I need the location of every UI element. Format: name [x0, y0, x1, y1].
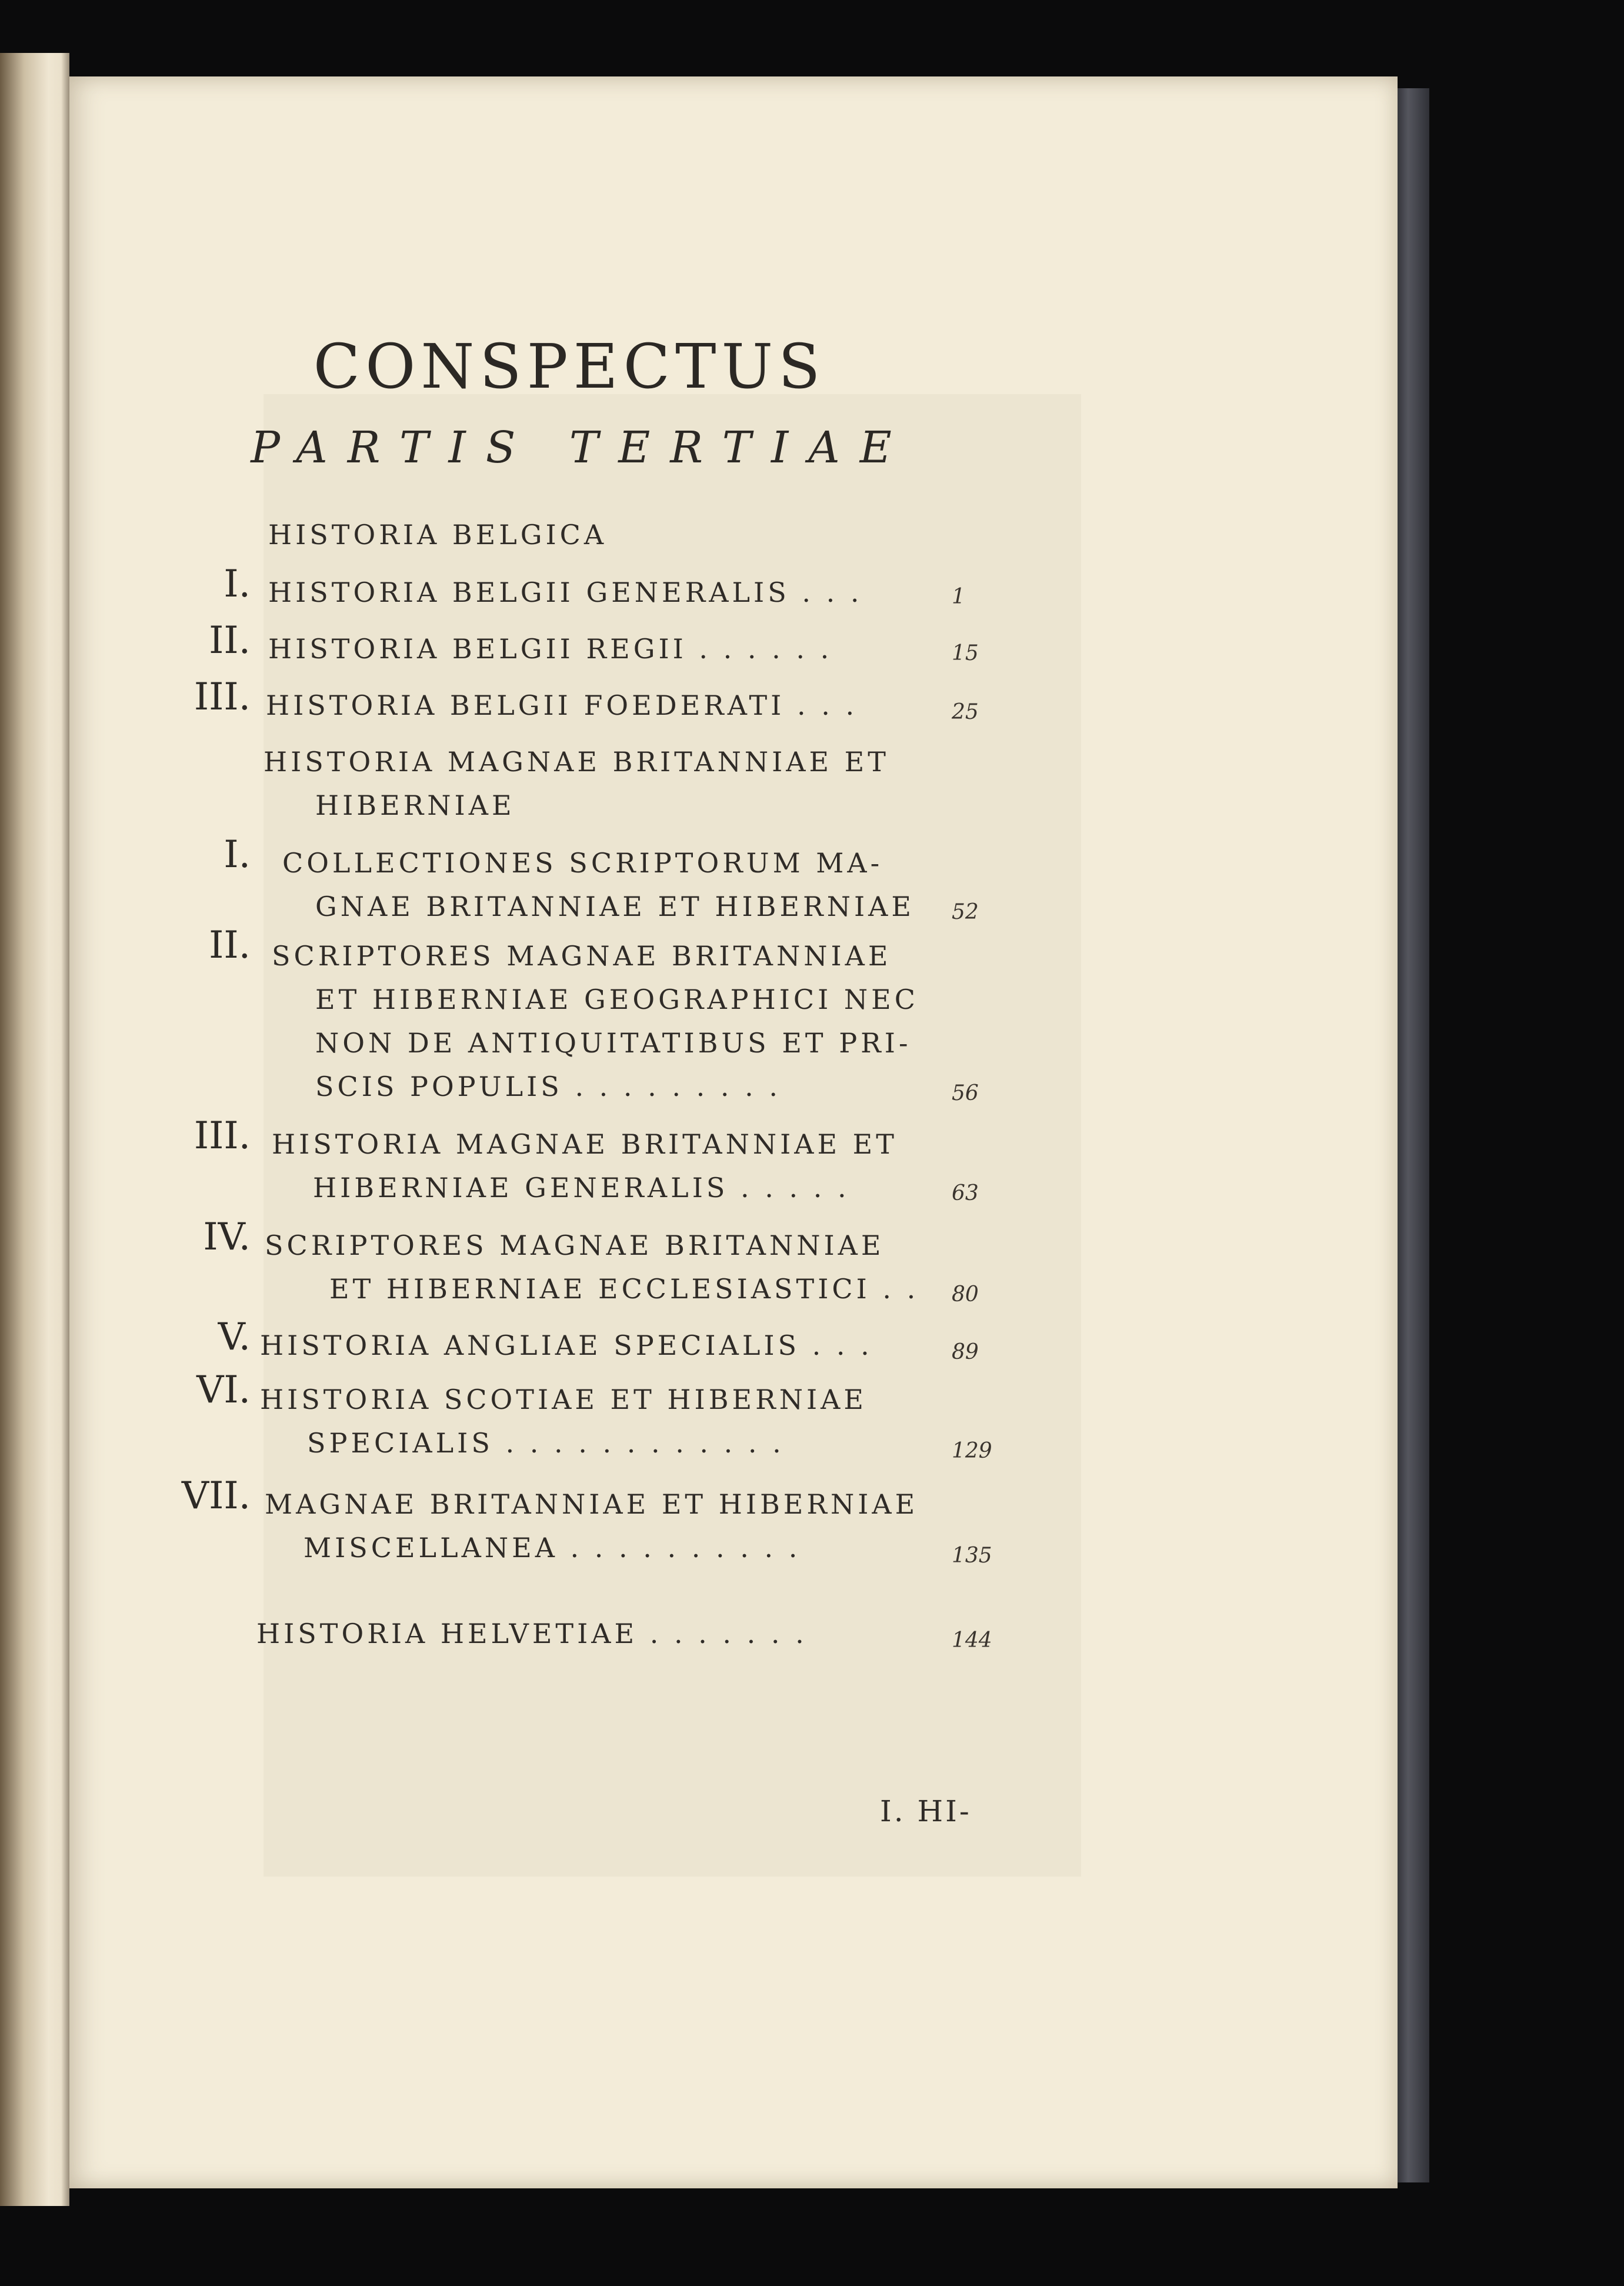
- toc-page-number: 52: [952, 900, 979, 924]
- toc-entry-number: III.: [194, 675, 251, 719]
- toc-entry-number: V.: [218, 1315, 251, 1359]
- toc-entry-line: SCRIPTORES MAGNAE BRITANNIAE: [272, 940, 892, 972]
- toc-entry-number: II.: [209, 619, 251, 662]
- toc-entry-line: GNAE BRITANNIAE ET HIBERNIAE: [315, 891, 915, 922]
- toc-page-number: 135: [952, 1544, 992, 1568]
- toc-page-number: 80: [952, 1282, 979, 1307]
- book-page: [69, 76, 1398, 2188]
- toc-entry-line: HISTORIA BELGII FOEDERATI . . .: [266, 689, 858, 721]
- toc-page-number: 1: [952, 585, 965, 609]
- toc-page-number: 63: [952, 1181, 979, 1205]
- toc-page-number: 144: [952, 1628, 992, 1652]
- page-subtitle: PARTIS TERTIAE: [251, 422, 912, 473]
- toc-entry-line: HISTORIA BELGICA: [268, 519, 608, 551]
- toc-page-number: 129: [952, 1439, 992, 1463]
- toc-entry-line: HISTORIA BELGII REGII . . . . . .: [268, 633, 833, 665]
- toc-entry-line: MAGNAE BRITANNIAE ET HIBERNIAE: [265, 1488, 919, 1520]
- toc-entry-line: SPECIALIS . . . . . . . . . . . .: [307, 1427, 785, 1459]
- toc-entry-line: SCRIPTORES MAGNAE BRITANNIAE: [265, 1229, 885, 1261]
- toc-entry-line: COLLECTIONES SCRIPTORUM MA-: [282, 847, 883, 879]
- toc-entry-line: HISTORIA HELVETIAE . . . . . . .: [256, 1618, 808, 1649]
- toc-entry-line: HISTORIA MAGNAE BRITANNIAE ET: [272, 1128, 898, 1160]
- toc-entry-number: I.: [224, 562, 251, 606]
- toc-entry-number: I.: [224, 833, 251, 877]
- toc-entry-number: II.: [209, 924, 251, 967]
- toc-entry-line: HISTORIA ANGLIAE SPECIALIS . . .: [260, 1329, 873, 1361]
- toc-page-number: 56: [952, 1081, 979, 1105]
- toc-entry-line: ET HIBERNIAE GEOGRAPHICI NEC: [315, 984, 919, 1015]
- toc-entry-line: HIBERNIAE: [315, 789, 515, 821]
- toc-entry-line: HISTORIA BELGII GENERALIS . . .: [268, 577, 863, 608]
- book-cover-edge: [1394, 88, 1429, 2182]
- toc-page-number: 25: [952, 700, 979, 724]
- toc-entry-line: SCIS POPULIS . . . . . . . . .: [315, 1071, 782, 1102]
- toc-entry-number: IV.: [203, 1215, 251, 1259]
- toc-entry-line: HISTORIA SCOTIAE ET HIBERNIAE: [260, 1384, 867, 1415]
- toc-entry-line: NON DE ANTIQUITATIBUS ET PRI-: [315, 1027, 912, 1059]
- toc-page-number: 15: [952, 641, 979, 665]
- toc-entry-number: VI.: [196, 1368, 251, 1412]
- toc-entry-number: III.: [194, 1114, 251, 1158]
- toc-entry-line: HISTORIA MAGNAE BRITANNIAE ET: [264, 746, 889, 778]
- catchword: I. HI-: [880, 1794, 972, 1828]
- page-title: CONSPECTUS: [313, 331, 826, 402]
- toc-entry-line: ET HIBERNIAE ECCLESIASTICI . .: [329, 1273, 919, 1305]
- toc-page-number: 89: [952, 1340, 979, 1364]
- left-page-edge: [0, 53, 69, 2206]
- toc-entry-line: HIBERNIAE GENERALIS . . . . .: [313, 1172, 850, 1204]
- toc-entry-line: MISCELLANEA . . . . . . . . . .: [304, 1532, 801, 1564]
- toc-entry-number: VII.: [181, 1474, 251, 1518]
